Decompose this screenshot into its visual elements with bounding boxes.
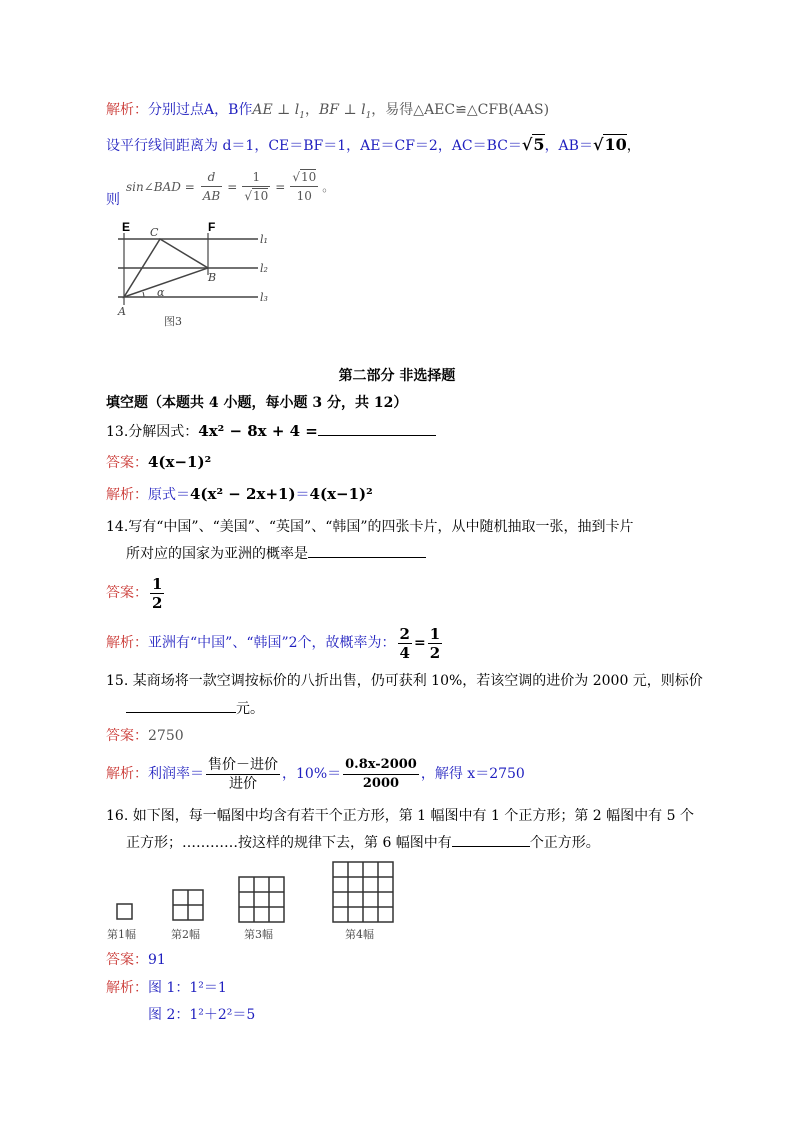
q13-analysis: 解析：原式＝4(x² − 2x+1)＝4(x−1)² <box>106 485 373 503</box>
sin-formula: sin∠BAD = $\frac{d}{AB}$ = $\frac{1}{√10}$ = $\frac{√10}{10}$ 。 <box>126 170 335 203</box>
analysis-line-2: 设平行线间距离为 d＝1，CE＝BF＝1，AE＝CF＝2，AC＝BC＝√5，AB＝√10， <box>106 135 641 154</box>
fig-caption-1: 第1幅 <box>107 928 136 941</box>
q14-stem-line2: 所对应的国家为亚洲的概率是 <box>126 543 426 564</box>
analysis-label: 解析： <box>106 102 148 118</box>
label-f: F <box>208 220 216 234</box>
q13-blank <box>318 421 436 436</box>
q16-stem-line2: 正方形；…………按这样的规律下去，第 6 幅图中有 个正方形。 <box>126 832 600 853</box>
fig-caption-3: 第3幅 <box>244 928 273 941</box>
q16-answer: 答案：91 <box>106 952 166 968</box>
q16-answer-value: 91 <box>148 952 166 968</box>
distance-text: 设平行线间距离为 d＝1，CE＝BF＝1，AE＝CF＝2，AC＝BC＝ <box>106 138 522 154</box>
q13-expression: 4x² − 8x + 4 = <box>198 422 318 440</box>
q15-stem-line2: 元。 <box>126 698 264 719</box>
label-e: E <box>122 220 131 234</box>
q13-answer-value: 4(x−1)² <box>148 453 212 471</box>
figure-caption: 图3 <box>164 315 182 328</box>
q14-analysis: 解析： 亚洲有“中国”、“韩国”2个，故概率为： $\frac{2}{4}$ = $\frac{1}{2}$ <box>106 624 441 662</box>
q16-stem-line1: 16. 如下图，每一幅图中均含有若干个正方形，第 1 幅图中有 1 个正方形；第 2 幅图中有 5 个 <box>106 808 694 824</box>
fig-caption-4: 第4幅 <box>345 928 374 941</box>
q13-answer: 答案：4(x−1)² <box>106 453 212 471</box>
analysis-line-1: 解析：分别过点A，B作AE ⊥ $l_1$，BF ⊥ $l_1$，易得△AEC≌△CFB(AAS) <box>106 102 550 121</box>
math-ae: AE ⊥ $l_1$ <box>252 102 306 121</box>
q15-answer: 答案：2750 <box>106 728 184 744</box>
q16-blank <box>452 832 530 847</box>
sqrt-5: 5 <box>533 135 545 154</box>
label-a: A <box>118 305 126 318</box>
label-alpha: α <box>157 286 165 299</box>
q13-stem: 13.分解因式：4x² − 8x + 4 = <box>106 421 436 442</box>
math-bf: BF ⊥ $l_1$ <box>319 102 372 121</box>
label-c: C <box>150 226 159 239</box>
q16-analysis-1: 解析：图 1：1²＝1 <box>106 980 227 996</box>
label-l3: l₃ <box>260 291 268 304</box>
analysis-text: 分别过点A，B作 <box>148 102 253 118</box>
label-l1: l₁ <box>260 233 268 246</box>
label-l2: l₂ <box>260 262 268 275</box>
q14-answer: 答案： $\frac{1}{2}$ <box>106 574 163 612</box>
fig-caption-2: 第2幅 <box>171 928 200 941</box>
q15-analysis: 解析： 利润率＝ $\frac{\text{售价－进价}}{\text{进价}}$ ，10%＝ $\frac{0.8x-2000}{2000}$ ，解得 x＝2750 <box>106 756 525 792</box>
q15-stem-line1: 15. 某商场将一款空调按标价的八折出售，仍可获利 10%，若该空调的进价为 2000 元，则标价 <box>106 673 703 689</box>
q15-answer-value: 2750 <box>148 728 184 744</box>
q16-analysis-2: 图 2：1²＋2²＝5 <box>148 1007 256 1023</box>
sqrt-10: 10 <box>604 135 627 154</box>
congruence-text: ，易得△AEC≌△CFB(AAS) <box>371 102 550 118</box>
q14-stem-line1: 14.写有“中国”、“美国”、“英国”、“韩国”的四张卡片，从中随机抽取一张，抽到卡片 <box>106 519 634 535</box>
section-title: 第二部分 非选择题 <box>338 368 456 384</box>
q14-blank <box>308 543 426 558</box>
label-b: B <box>208 271 217 284</box>
fill-blank-header: 填空题（本题共 4 小题，每小题 3 分，共 12） <box>106 395 408 411</box>
figure-3-diagram <box>110 215 280 333</box>
analysis-line-3: 则 sin∠BAD = $\frac{d}{AB}$ = $\frac{1}{√10}$ = $\frac{√10}{10}$ 。 <box>106 170 335 208</box>
q16-square-figures <box>105 860 405 944</box>
q15-blank <box>126 698 236 713</box>
